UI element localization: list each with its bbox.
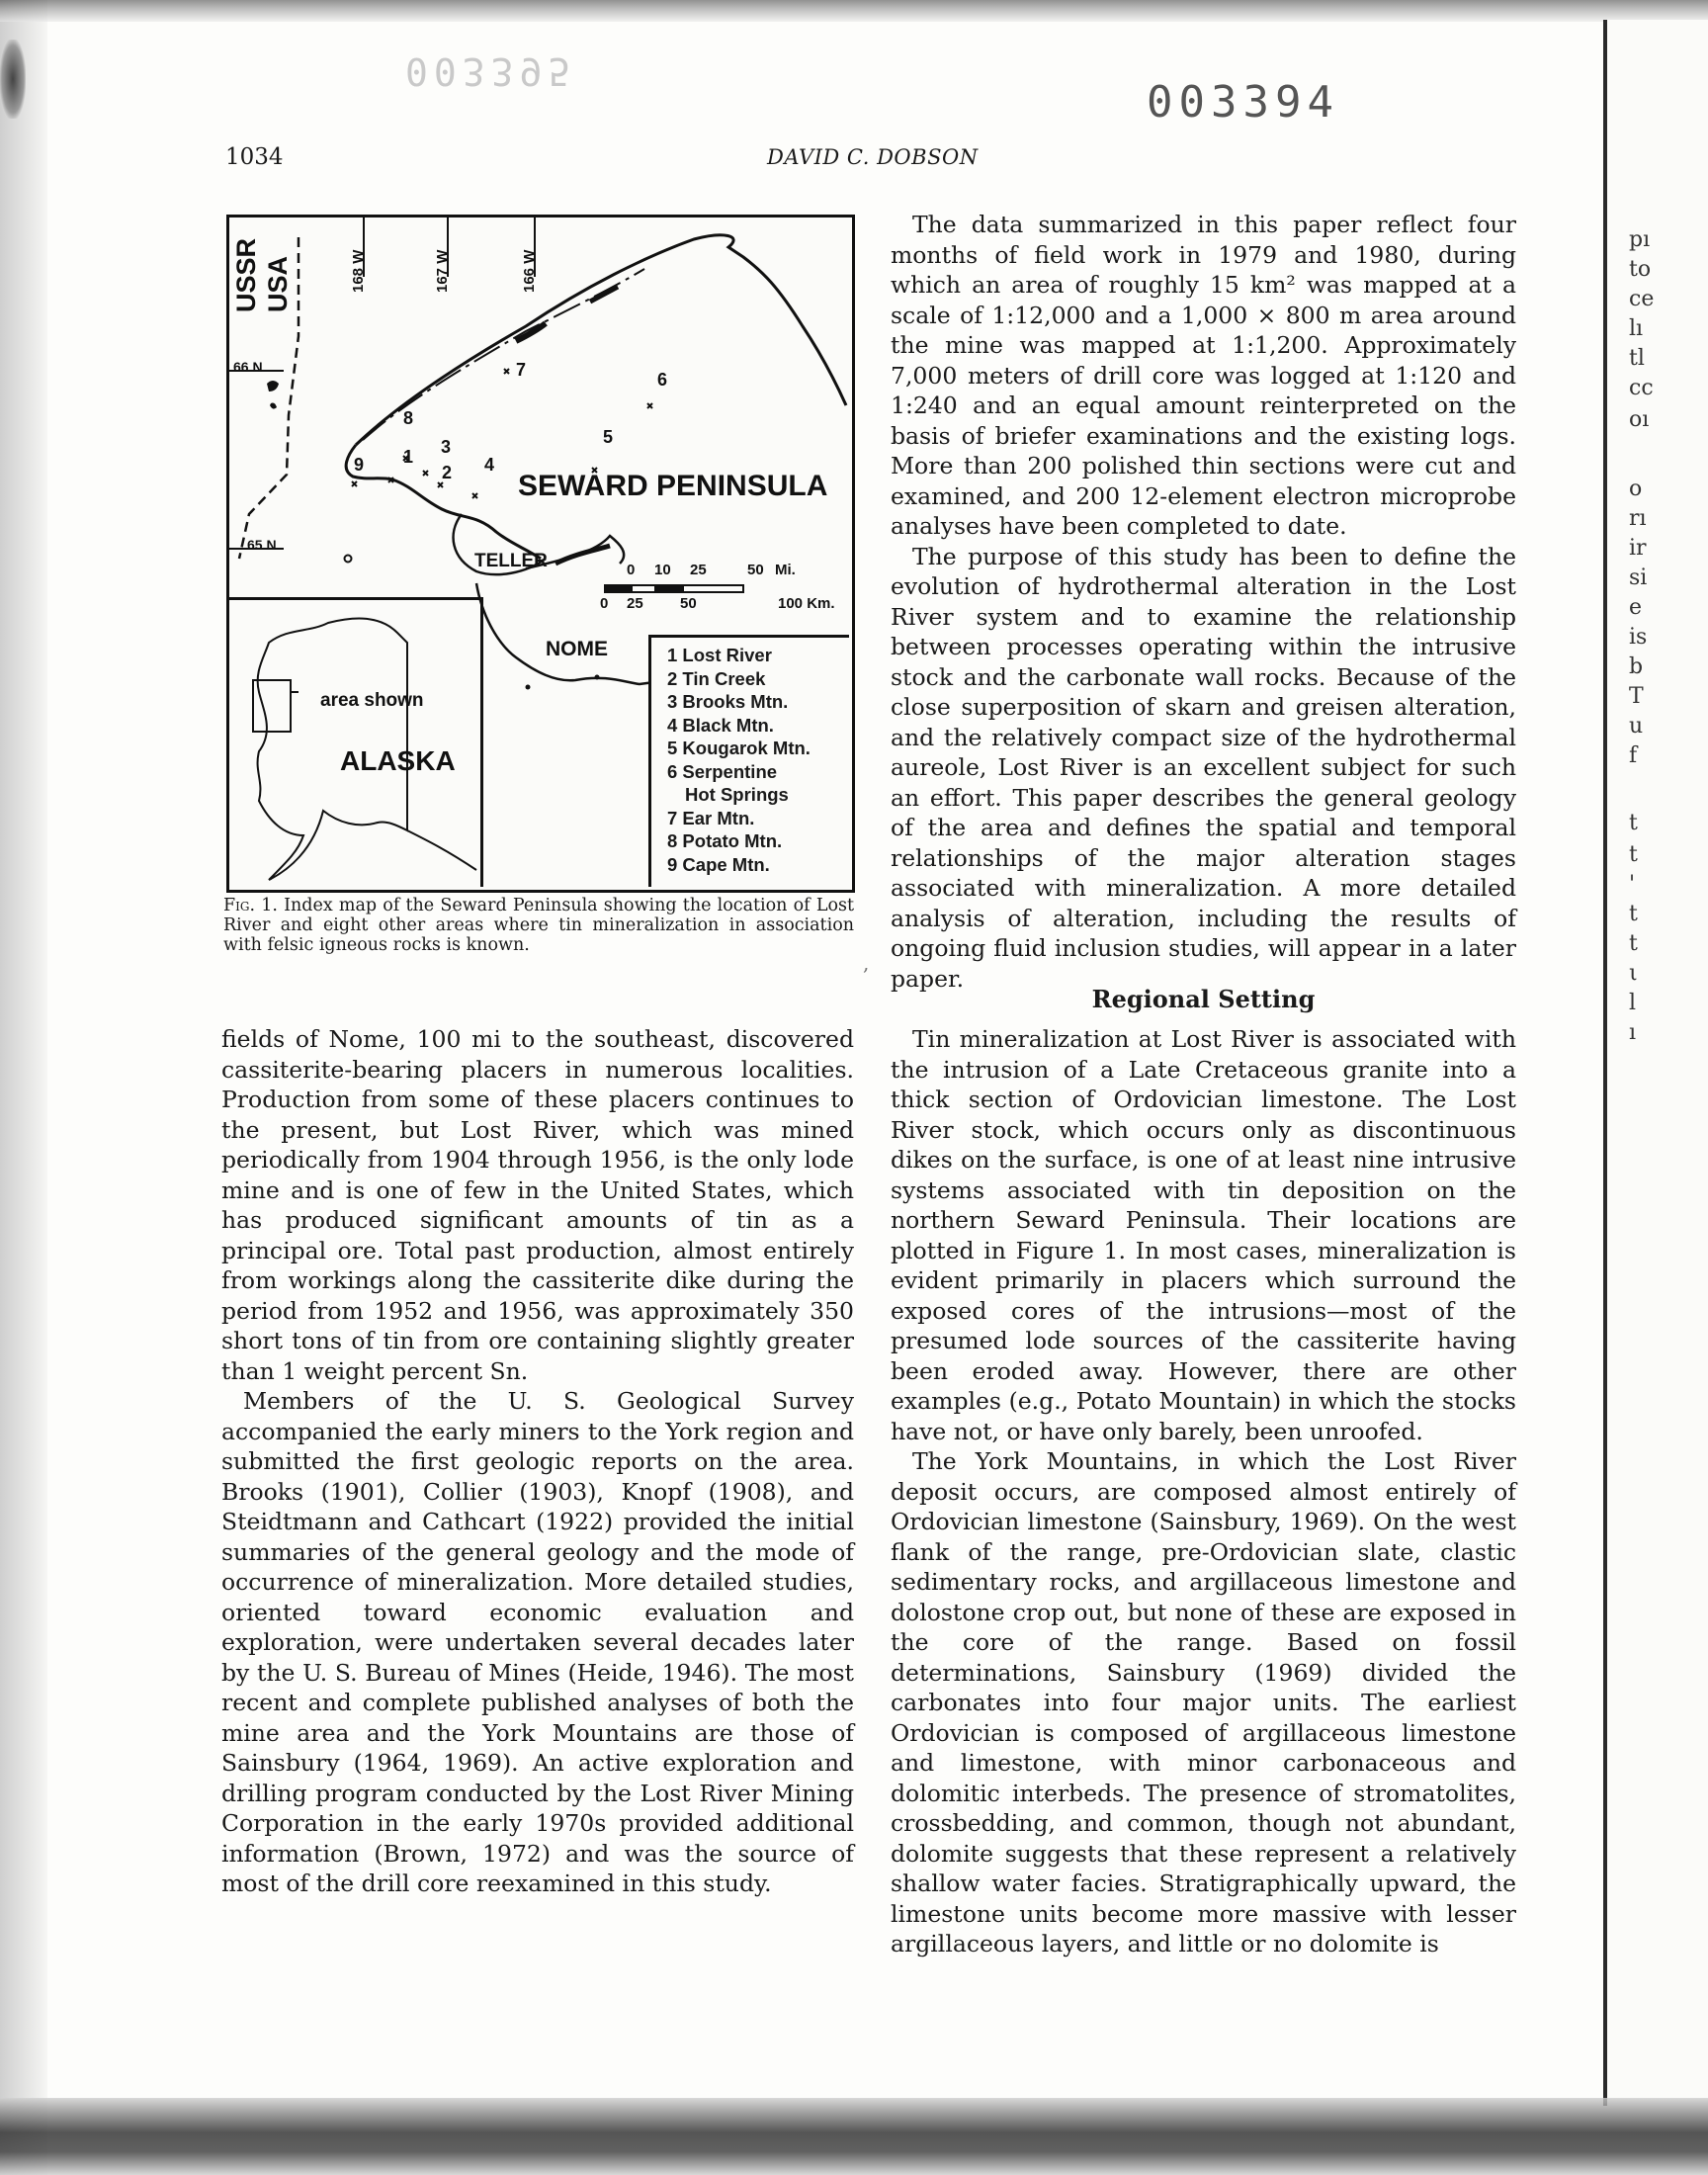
- right-column-bottom: [891, 1024, 1516, 1959]
- index-map-figure: [226, 215, 855, 893]
- label-alaska: ALASKA: [340, 745, 456, 776]
- label-seward-peninsula: SEWARD PENINSULA: [518, 470, 828, 502]
- adjacent-page-fragment: b: [1629, 654, 1644, 679]
- adjacent-page-fragment: t: [1629, 902, 1638, 926]
- scan-mark: ,: [863, 951, 870, 975]
- label-nome: NOME: [546, 638, 608, 660]
- scale-mi-0: 0: [627, 562, 636, 578]
- adjacent-page-fragment: t: [1629, 931, 1638, 956]
- running-head: DAVID C. DOBSON: [767, 145, 979, 169]
- page-number: 1034: [225, 144, 284, 170]
- adjacent-page-fragment: ι: [1629, 961, 1638, 986]
- adjacent-page-fragment: o: [1629, 477, 1643, 501]
- figure-caption-label: Fig. 1.: [223, 896, 278, 915]
- site-marker-label: 5: [603, 427, 614, 447]
- adjacent-page-fragment: T: [1629, 684, 1644, 709]
- stamp-ghost: 003395: [405, 49, 577, 93]
- site-marker-label: 4: [484, 455, 495, 475]
- site-marker-label: 1: [403, 447, 414, 467]
- scale-km-50: 50: [680, 595, 697, 612]
- paragraph: The York Mountains, in which the Lost River deposit occurs, are composed almost entirely of Ordovician limestone (Sainsbury, 1969). On the west flank of the range, pre-Ordovician slate, clastic sedimentary rocks, and argillaceous limestone and dolostone crop out, but none of these are exposed in the core of the range. Based on fossil determinations, Sainsbury (1969) divided the carbonates into four major units. The earliest Ordovician is composed of argillaceous limestone and limestone, with minor carbonaceous and dolomitic interbeds. The presence of stromatolites, crossbedding, and common, though not abundant, dolomite suggests that these represent a relatively shallow water facies. Stratigraphically upward, the limestone units become more massive with lesser argillaceous layers, and little or no dolomite is: [891, 1447, 1516, 1958]
- label-teller: TELLER: [474, 551, 548, 571]
- site-marker-label: 6: [657, 370, 668, 390]
- label-usa: USA: [263, 255, 293, 312]
- scan-edge-bottom: [0, 2098, 1708, 2175]
- legend-item: 8 Potato Mtn.: [667, 830, 783, 851]
- label-area-shown: area shown: [320, 690, 424, 711]
- legend-item: 7 Ear Mtn.: [667, 807, 755, 828]
- map-legend: [648, 635, 849, 887]
- paragraph: The purpose of this study has been to define the evolution of hydrothermal alteration in the Lost River system and to examine the relationship between processes operating within the intrusive stock and the carbonate wall rocks. Because of the close superposition of skarn and greisen alteration, and the relatively compact size of the hydrothermal aureole, Lost River is an excellent subject for such an effort. This paper describes the general geology of the area and defines the spatial and temporal relationships of the major alteration stages associated with mineralization. A more detailed analysis of alteration, including the results of ongoing fluid inclusion studies, will appear in a later paper.: [891, 542, 1516, 993]
- scale-mi-50: 50: [747, 562, 764, 578]
- paragraph: fields of Nome, 100 mi to the southeast, discovered cassiterite-bearing placers in numerous localities. Production from some of these placers continues to the present, but Lost River, which was mined periodically from 1904 through 1956, is the only lode mine and is one of few in the United States, which has produced significant amounts of tin as a principal ore. Total past production, almost entirely from workings along the cassiterite dike during the period from 1952 and 1956, was approximately 350 short tons of tin from ore containing slightly greater than 1 weight percent Sn.: [221, 1025, 854, 1385]
- scale-km-25: 25: [627, 595, 643, 612]
- adjacent-page-strip: [1603, 20, 1708, 2106]
- adjacent-page-fragment: t: [1629, 811, 1638, 835]
- adjacent-page-fragment: ce: [1629, 287, 1655, 311]
- adjacent-page-fragment: lı: [1629, 316, 1644, 341]
- legend-item: 3 Brooks Mtn.: [667, 691, 789, 712]
- site-marker-label: 9: [354, 455, 365, 475]
- adjacent-page-fragment: u: [1629, 714, 1644, 739]
- figure-caption-text: Index map of the Seward Peninsula showing the location of Lost River and eight other areas where tin mineralization in association with felsic igneous rocks is known.: [223, 896, 854, 955]
- adjacent-page-fragment: ': [1629, 872, 1636, 897]
- scan-shadow: [0, 40, 26, 119]
- legend-list: [651, 638, 849, 876]
- scale-km-100: 100 Km.: [778, 595, 835, 612]
- legend-item: 2 Tin Creek: [667, 667, 766, 689]
- label-lat-66: 66 N: [233, 359, 263, 375]
- scale-mi-25: 25: [690, 562, 707, 578]
- site-marker-label: 8: [403, 408, 414, 428]
- adjacent-page-fragment: rı: [1629, 506, 1647, 531]
- adjacent-page-fragment: si: [1629, 566, 1648, 590]
- adjacent-page-fragment: cc: [1629, 376, 1654, 400]
- alaska-inset: [229, 597, 483, 887]
- scale-mi-10: 10: [654, 562, 671, 578]
- adjacent-page-fragment: pı: [1629, 227, 1651, 252]
- legend-item: Hot Springs: [685, 784, 789, 805]
- label-lon-166: 166 W: [521, 249, 538, 293]
- adjacent-page-fragment: ir: [1629, 536, 1647, 561]
- adjacent-page-fragment: oı: [1629, 407, 1650, 432]
- site-marker-label: 7: [516, 360, 527, 380]
- scan-edge-left: [0, 0, 47, 2175]
- right-column-top: [891, 210, 1516, 994]
- adjacent-page-fragment: is: [1629, 625, 1648, 650]
- scale-mi-unit: Mi.: [775, 562, 796, 578]
- label-lon-167: 167 W: [434, 249, 451, 293]
- legend-item: 6 Serpentine: [667, 760, 778, 782]
- adjacent-page-fragment: ı: [1629, 1020, 1637, 1045]
- figure-caption: [223, 896, 854, 955]
- paragraph: The data summarized in this paper reflect four months of field work in 1979 and 1980, during which an area of roughly 15 km² was mapped at a scale of 1:12,000 and a 1,000 × 800 m area around the mine was mapped at 1:1,200. Approximately 7,000 meters of drill core was logged at 1:120 and 1:240 and an equal amount reinterpreted on the basis of briefer examinations and the existing logs. More than 200 polished thin sections were cut and examined, and 200 12-element electron microprobe analyses have been completed to date.: [891, 211, 1516, 540]
- adjacent-page-fragment: t: [1629, 842, 1638, 867]
- legend-item: 1 Lost River: [667, 645, 772, 665]
- paragraph: Tin mineralization at Lost River is associated with the intrusion of a Late Cretaceous granite into a thick section of Ordovician limestone. The Lost River stock, which occurs only as discontinuous dikes on the surface, is one of at least nine intrusive systems associated with tin deposition on the northern Seward Peninsula. Their locations are plotted in Figure 1. In most cases, mineralization is evident primarily in placers which surround the exposed cores of the intrusions—most of the presumed lode sources of the cassiterite having been eroded away. However, there are other examples (e.g., Potato Mountain) in which the stocks have not, or have only barely, been unroofed.: [891, 1025, 1516, 1445]
- adjacent-page-fragment: l: [1629, 991, 1637, 1015]
- adjacent-page-fragment: tl: [1629, 346, 1645, 371]
- adjacent-page-fragment: f: [1629, 743, 1638, 768]
- adjacent-page-fragment: to: [1629, 257, 1652, 282]
- legend-item: 5 Kougarok Mtn.: [667, 738, 811, 758]
- site-marker-label: 2: [442, 463, 453, 482]
- scale-km-0: 0: [600, 595, 609, 612]
- legend-item: 9 Cape Mtn.: [667, 853, 770, 875]
- scan-edge-top: [0, 0, 1708, 22]
- document-stamp: 003394: [1147, 77, 1339, 128]
- adjacent-page-fragment: e: [1629, 595, 1643, 620]
- paragraph: Members of the U. S. Geological Survey accompanied the early miners to the York region and submitted the first geologic reports on the area. Brooks (1901), Collier (1903), Knopf (1908), and Steidtmann and Cathcart (1922) provided the initial summaries of the general geology and the mode of occurrence of mineralization. More detailed studies, oriented toward economic evaluation and exploration, were undertaken several decades later by the U. S. Bureau of Mines (Heide, 1946). The most recent and complete published analyses of both the mine area and the York Mountains are those of Sainsbury (1964, 1969). An active exploration and drilling program conducted by the Lost River Mining Corporation in the early 1970s provided additional information (Brown, 1972) and was the source of most of the drill core reexamined in this study.: [221, 1387, 854, 1897]
- legend-item: 4 Black Mtn.: [667, 714, 774, 736]
- site-marker-label: 3: [441, 437, 452, 457]
- label-lat-65: 65 N: [247, 537, 277, 553]
- label-lon-168: 168 W: [350, 249, 367, 293]
- left-column-bottom: [221, 1024, 854, 1899]
- label-ussr: USSR: [231, 237, 261, 312]
- section-heading: Regional Setting: [1091, 985, 1316, 1013]
